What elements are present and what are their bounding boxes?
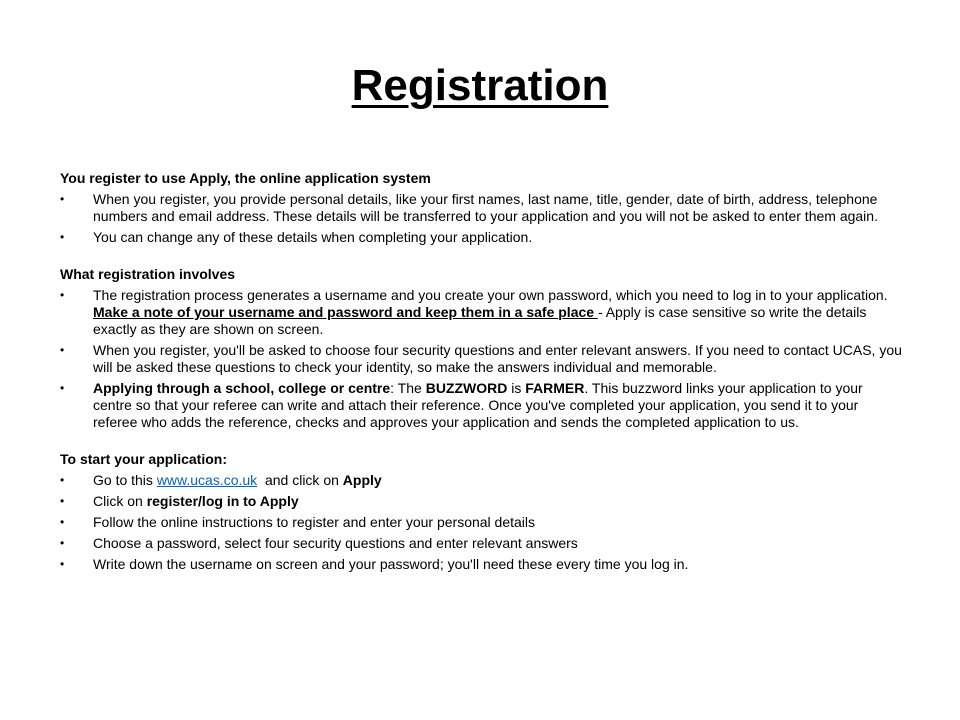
list-item-text: Choose a password, select four security questions and enter relevant answers	[93, 535, 578, 551]
list-item-text: : The	[390, 380, 426, 396]
list-item	[60, 535, 905, 552]
buzzword-value: FARMER	[525, 380, 585, 396]
bullet-icon: •	[60, 381, 65, 395]
section-what-registration-involves	[60, 266, 905, 431]
bullet-icon: •	[60, 192, 65, 206]
list-item-text: and click on	[257, 472, 343, 488]
list-item	[60, 191, 905, 225]
bullet-icon: •	[60, 288, 65, 302]
section-heading: To start your application:	[60, 451, 227, 467]
list-item-text: . This buzzword links your application to your centre so that your referee can write and attach their reference. Once you've completed your application, you send it to your referee who adds the reference, checks and approves your application and sends the completed application to us.	[93, 380, 863, 430]
section-start-application	[60, 451, 905, 573]
list-item-text: is	[507, 380, 526, 396]
bullet-icon: •	[60, 536, 65, 550]
ucas-link[interactable]: www.ucas.co.uk	[156, 472, 258, 488]
bullet-list	[60, 191, 905, 246]
list-item-text: When you register, you provide personal details, like your first names, last name, title, gender, date of birth, address, telephone numbers and email address. These details will be transferred to your application and you will not be asked to enter them again.	[93, 191, 878, 224]
list-item	[60, 514, 905, 531]
list-item	[60, 493, 905, 510]
list-item	[60, 342, 905, 376]
section-heading: You register to use Apply, the online application system	[60, 170, 431, 186]
bullet-icon: •	[60, 473, 65, 487]
list-item	[60, 380, 905, 431]
list-item-text: Go to this	[93, 472, 157, 488]
bold-text: Apply	[342, 472, 382, 488]
section-register-intro	[60, 170, 905, 246]
list-item	[60, 556, 905, 573]
list-item-text: When you register, you'll be asked to choose four security questions and enter relevant answers. If you need to contact UCAS, you will be asked these questions to check your identity, so make the answers individual and memorable.	[93, 342, 902, 375]
bold-text: register/log in to Apply	[146, 493, 299, 509]
bullet-list	[60, 287, 905, 431]
bullet-icon: •	[60, 343, 65, 357]
list-item-text: Click on	[93, 493, 147, 509]
bullet-icon: •	[60, 230, 65, 244]
bullet-icon: •	[60, 494, 65, 508]
buzzword-label: BUZZWORD	[425, 380, 508, 396]
list-item-text: The registration process generates a username and you create your own password, which you need to log in to your application.	[93, 287, 888, 303]
section-heading: What registration involves	[60, 266, 236, 282]
page-title: Registration	[351, 61, 609, 110]
bold-text: Applying through a school, college or centre	[93, 380, 391, 396]
list-item-text: Write down the username on screen and your password; you'll need these every time you log in.	[93, 556, 689, 572]
list-item	[60, 229, 905, 246]
list-item-text: - Apply is case sensitive so write the details exactly as they are shown on screen.	[93, 304, 867, 337]
list-item-text: Follow the online instructions to register and enter your personal details	[93, 514, 536, 530]
slide-content	[60, 170, 905, 593]
bullet-icon: •	[60, 515, 65, 529]
list-item	[60, 472, 905, 489]
bullet-icon: •	[60, 557, 65, 571]
list-item	[60, 287, 905, 338]
emphasis-text: Make a note of your username and password and keep them in a safe place	[93, 304, 598, 320]
bullet-list	[60, 472, 905, 573]
list-item-text: You can change any of these details when completing your application.	[93, 229, 533, 245]
